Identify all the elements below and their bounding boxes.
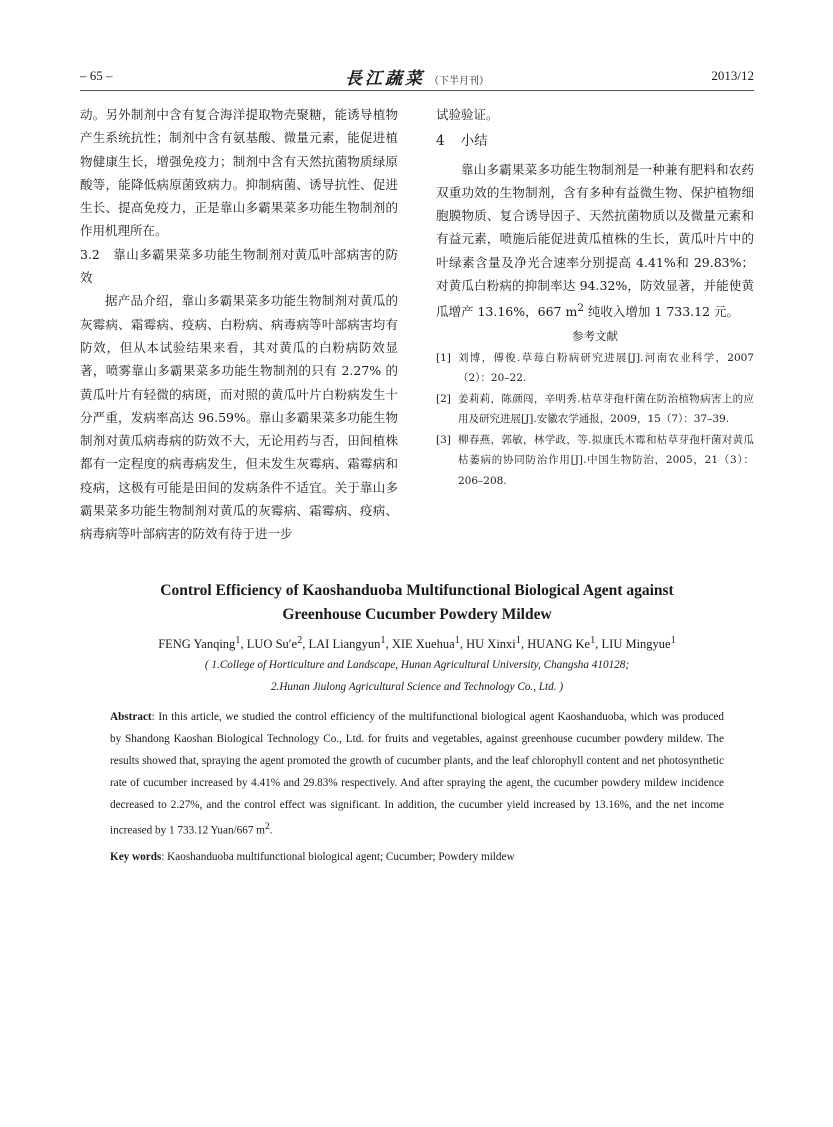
journal-title [80,64,754,89]
english-title-line2: Greenhouse Cucumber Powdery Mildew [282,606,552,623]
header-divider [80,90,754,91]
journal-issue: （下半月刊） [429,76,489,87]
section-heading-3-2: 3.2 靠山多霸果菜多功能生物制剂对黄瓜叶部病害的防效 [80,246,398,286]
section-title: 小结 [460,133,488,150]
summary-text: 靠山多霸果菜多功能生物制剂是一种兼有肥料和农药双重功效的生物制剂，含有多种有益微生物、保护植物细胞膜物质、复合诱导因子、天然抗菌物质以及微量元素和有益元素，喷施后能促进黄瓜植株的生长，黄瓜叶片中的叶绿素含量及净光合速率分别提高 4.41%和 29.83%；对黄瓜白粉病的抑制率达 94.32%，防效显著，并能使黄瓜增产 13.16%，667 m [436,161,754,320]
author-name: FENG Yanqing [158,637,236,652]
reference-number: [1] [436,351,451,364]
body-paragraph: 试验验证。 [436,107,499,122]
abstract-text-end: . [269,824,273,837]
author-list [80,631,754,654]
author-name: LUO Su′e [246,637,298,652]
author-name: XIE Xuehua [391,637,455,652]
reference-item [436,430,754,492]
author-affiliation-mark: 2 [297,635,303,646]
left-column [80,103,398,546]
abstract-label: Abstract [110,711,152,724]
author-affiliation-mark: 1 [515,635,521,646]
reference-item [436,389,754,430]
author-name: HU Xinxi [466,637,516,652]
author-separator: , [385,637,392,652]
english-abstract-block [80,575,754,868]
author-separator: , [302,637,309,652]
reference-list [436,348,754,492]
summary-paragraph [436,158,754,324]
abstract-text: : In this article, we studied the control efficiency of the multifunctional biological agent Kaoshanduoba, which was produced by Shandong Kaoshan Biological Technology Co., Ltd. for fruits and vegetables, against greenhouse cucumber powdery mildew. The results showed that, spraying the agent promoted the growth of cucumber plants, and the leaf chlorophyll content and net photosynthetic rate of cucumber increased by 4.41% and 29.83% respectively. And after spraying the agent, the cucumber powdery mildew incidence decreased to 2.27%, and the control effect was significant. In addition, the cucumber yield increased by 13.16%, and the net income increased by 1 733.12 Yuan/667 m [110,711,724,837]
english-title [80,579,754,627]
reference-item [436,348,754,389]
reference-text: 姜莉莉，陈颜闯，辛明秀.枯草芽孢杆菌在防治植物病害上的应用及研究进展[J].安徽农学通报，2009，15（7）：37–39. [458,392,754,426]
keywords [110,846,724,868]
reference-text: 刘博，傅俊.草莓白粉病研究进展[J].河南农业科学，2007（2）：20–22. [458,351,754,385]
author-affiliation-mark: 1 [590,635,596,646]
author-name: LIU Mingyue [601,637,671,652]
reference-number: [3] [436,433,451,446]
journal-name: 長江蔬菜 [345,69,425,89]
reference-number: [2] [436,392,451,405]
right-column [436,103,754,491]
keywords-label: Key words [110,850,162,863]
body-paragraph: 据产品介绍，靠山多霸果菜多功能生物制剂对黄瓜的灰霉病、霜霉病、疫病、白粉病、病毒病等叶部病害均有防效，但从本试验结果来看，其对黄瓜的白粉病防效显著，喷雾靠山多霸果菜多功能生物制剂的只有 2.27% 的黄瓜叶片有轻微的病斑，而对照的黄瓜叶片白粉病发生十分严重，发病率高达 96.59%。靠山多霸果菜多功能生物制剂对黄瓜病毒病的防效不大，无论用药与否，田间植株都有一定程度的病毒病发生，但未发生灰霉病、霜霉病和疫病，这极有可能是田间的发病条件不适宜。关于靠山多霸果菜多功能生物制剂对黄瓜的灰霉病、霜霉病、疫病、病毒病等叶部病害的防效有待于进一步 [80,293,398,542]
english-title-line1: Control Efficiency of Kaoshanduoba Multifunctional Biological Agent against [160,582,674,599]
abstract [110,706,724,842]
reference-text: 柳春燕，郭敏，林学政，等.拟康氏木霉和枯草芽孢杆菌对黄瓜枯萎病的协同防治作用[J].中国生物防治，2005，21（3）：206–208. [458,433,754,487]
author-affiliation-mark: 1 [235,635,241,646]
references-title: 参考文献 [572,328,618,343]
body-paragraph: 动。另外制剂中含有复合海洋提取物壳聚糖，能诱导植物产生系统抗性；制剂中含有氨基酸、微量元素，能促进植物健康生长，增强免疫力；制剂中含有天然抗菌物质绿原酸等，能降低病原菌致病力。抑制病菌、诱导抗性、促进生长、提高免疫力，正是靠山多霸果菜多功能生物制剂的作用机理所在。 [80,107,398,239]
summary-text-end: 纯收入增加 1 733.12 元。 [583,304,740,320]
issue-date: 2013/12 [711,68,754,83]
page-number: – 65 – [80,68,113,83]
section-number: 4 [436,133,445,150]
superscript: 2 [577,302,584,315]
author-name: LAI Liangyun [308,637,381,652]
author-affiliation-mark: 1 [380,635,386,646]
author-affiliation-mark: 1 [454,635,460,646]
author-name: HUANG Ke [527,637,591,652]
author-affiliation-mark: 1 [670,635,676,646]
running-header [80,64,754,90]
section-heading-4 [436,130,754,153]
author-separator: , [595,637,602,652]
keywords-text: : Kaoshanduoba multifunctional biological agent; Cucumber; Powdery mildew [161,850,515,863]
affiliation-1: ( 1.College of Horticulture and Landscape, Hunan Agricultural University, Changsha 410128; [204,659,630,672]
affiliation-2: 2.Hunan Jiulong Agricultural Science and Technology Co., Ltd. ) [270,681,564,694]
superscript: 2 [264,822,270,833]
author-separator: , [520,637,528,652]
author-separator: , [240,637,247,652]
author-separator: , [459,637,467,652]
